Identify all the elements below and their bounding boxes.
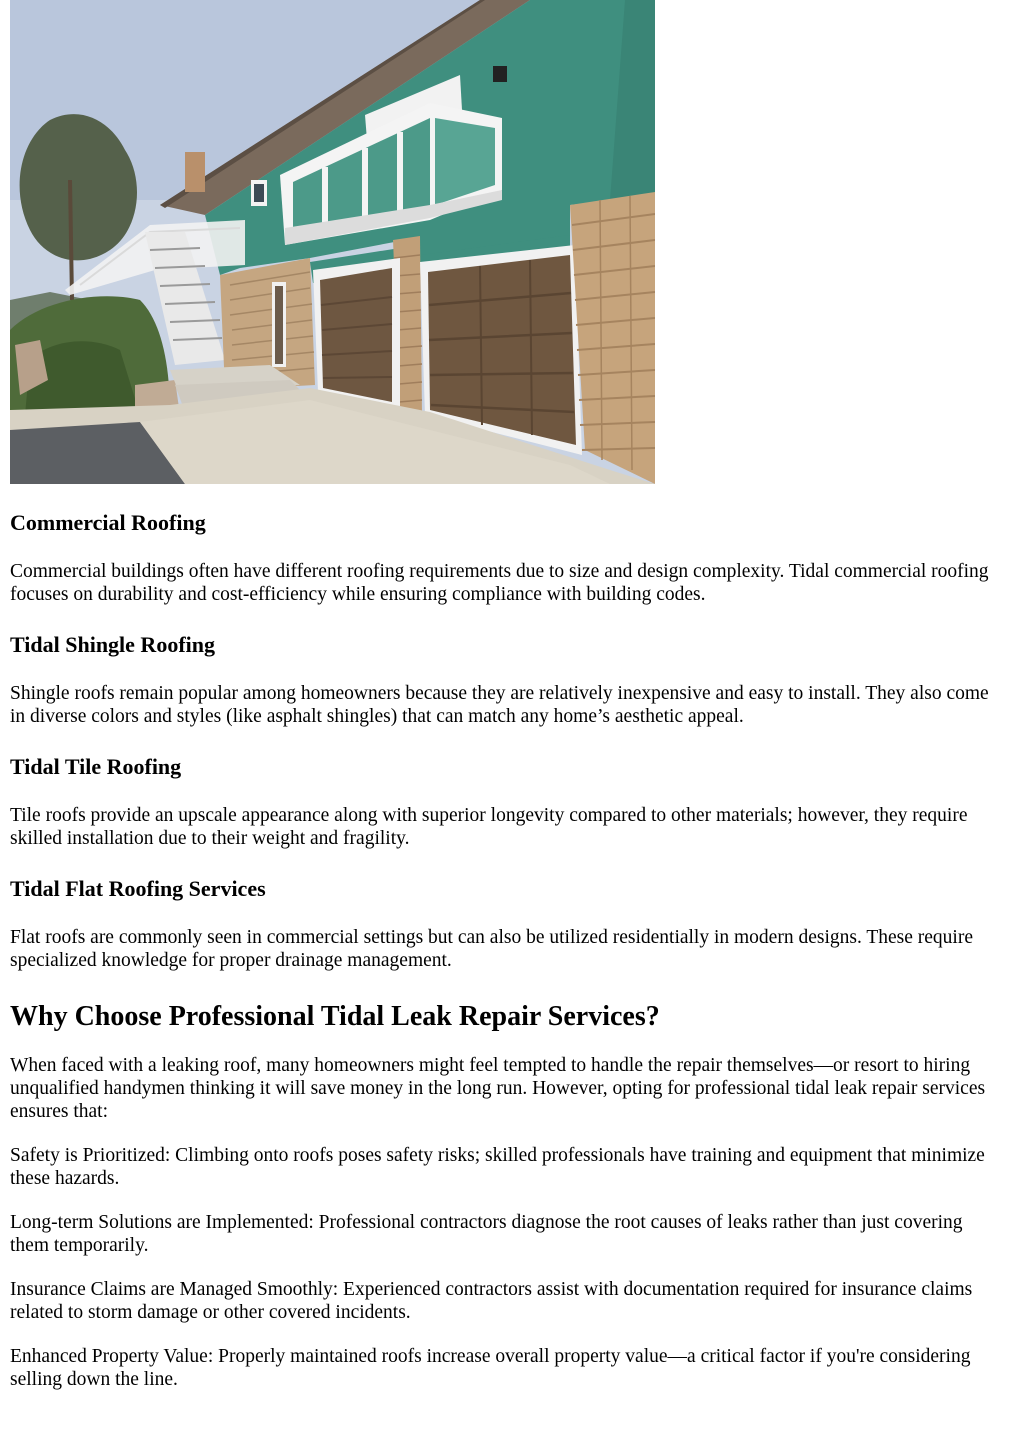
section-heading: Tidal Flat Roofing Services bbox=[10, 876, 266, 901]
article bbox=[10, 0, 1005, 1391]
benefits-list bbox=[10, 1144, 1005, 1391]
benefit-item: Enhanced Property Value: Properly maintained roofs increase overall property value—a critical factor if you're considering selling down the line. bbox=[10, 1346, 971, 1390]
section-body: Shingle roofs remain popular among homeowners because they are relatively inexpensive and easy to install. They also come in diverse colors and styles (like asphalt shingles) that can match any home’s aesthetic appeal. bbox=[10, 683, 989, 727]
house-garage-photo-icon bbox=[10, 0, 655, 484]
section-body: Flat roofs are commonly seen in commercial settings but can also be utilized residentially in modern designs. These require specialized knowledge for proper drainage management. bbox=[10, 927, 974, 971]
benefit-item: Safety is Prioritized: Climbing onto roofs poses safety risks; skilled professionals have training and equipment that minimize these hazards. bbox=[10, 1145, 985, 1189]
why-heading: Why Choose Professional Tidal Leak Repair Services? bbox=[10, 1001, 660, 1032]
benefit-item: Long-term Solutions are Implemented: Professional contractors diagnose the root causes of leaks rather than just covering them temporarily. bbox=[10, 1212, 963, 1256]
section-heading: Commercial Roofing bbox=[10, 510, 206, 535]
section-body: Tile roofs provide an upscale appearance along with superior longevity compared to other materials; however, they require skilled installation due to their weight and fragility. bbox=[10, 805, 968, 849]
section-body: Commercial buildings often have different roofing requirements due to size and design complexity. Tidal commercial roofing focuses on durability and cost-efficiency while ensuring compliance with building codes. bbox=[10, 561, 989, 605]
section-heading: Tidal Tile Roofing bbox=[10, 754, 182, 779]
why-intro: When faced with a leaking roof, many homeowners might feel tempted to handle the repair themselves—or resort to hiring unqualified handymen thinking it will save money in the long run. However, opting for professional tidal leak repair services ensures that: bbox=[10, 1055, 986, 1122]
benefit-item: Insurance Claims are Managed Smoothly: Experienced contractors assist with documentation required for insurance claims related to storm damage or other covered incidents. bbox=[10, 1279, 973, 1323]
section-heading: Tidal Shingle Roofing bbox=[10, 632, 215, 657]
